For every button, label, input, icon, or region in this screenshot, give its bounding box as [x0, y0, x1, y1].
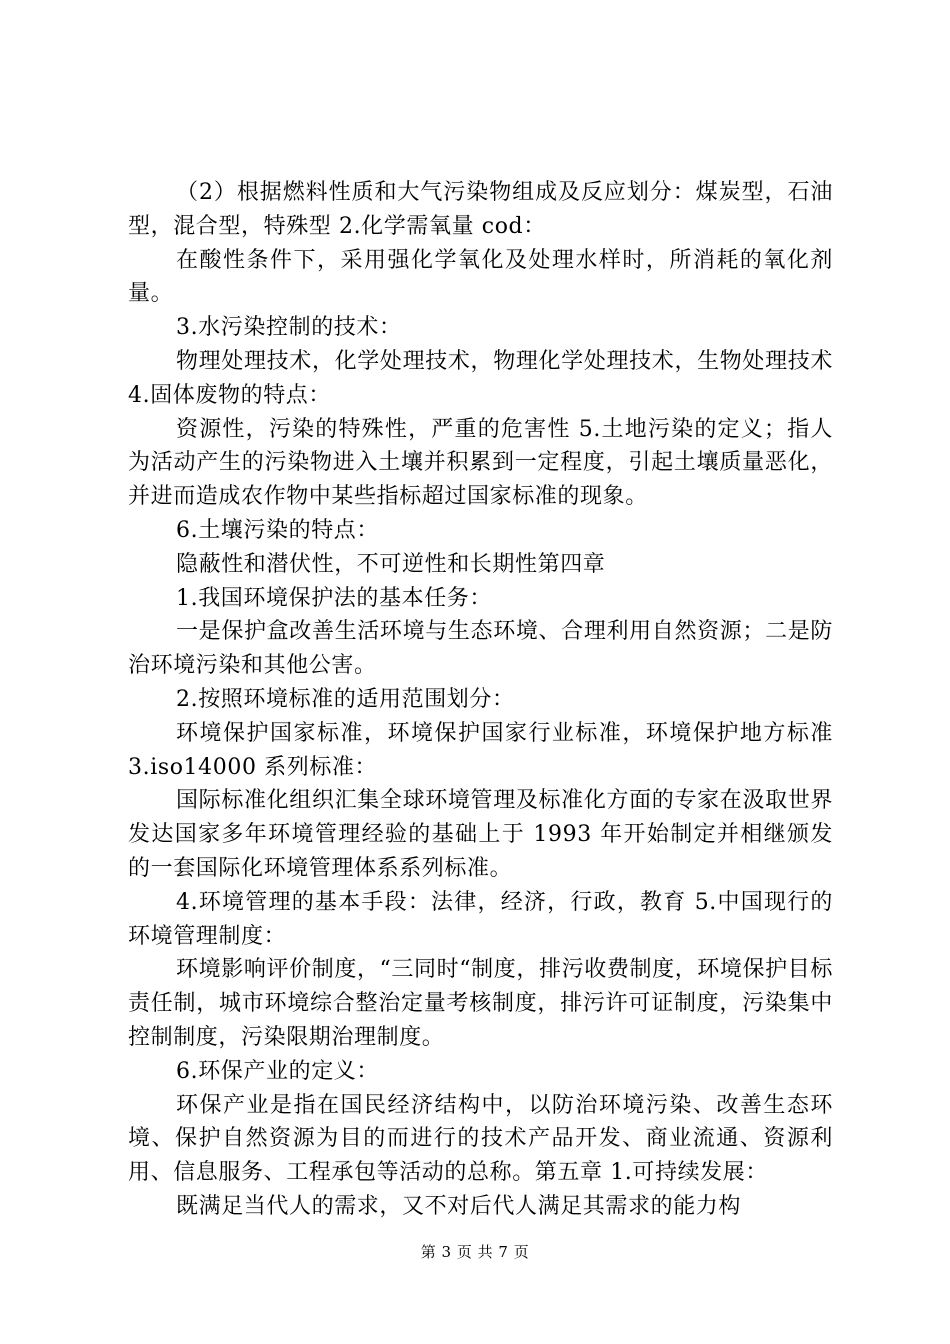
paragraph-5: 资源性，污染的特殊性，严重的危害性 5.土地污染的定义；指人为活动产生的污染物进入土壤并积累到一定程度，引起土壤质量恶化，并进而造成农作物中某些指标超过国家标准的现象。 — [128, 416, 833, 510]
paragraph-8: 1.我国环境保护法的基本任务： — [176, 585, 492, 611]
paragraph-7: 隐蔽性和潜伏性，不可逆性和长期性第四章 — [176, 551, 606, 577]
paragraph-16: 环保产业是指在国民经济结构中，以防治环境污染、改善生态环境、保护自然资源为目的而进行的技术产品开发、商业流通、资源利用、信息服务、工程承包等活动的总称。第五章 1.可持续发展： — [128, 1092, 833, 1186]
paragraph-6: 6.土壤污染的特点： — [176, 517, 379, 543]
paragraph-15: 6.环保产业的定义： — [176, 1058, 379, 1084]
paragraph-3: 3.水污染控制的技术： — [176, 315, 402, 341]
paragraph-11: 环境保护国家标准，环境保护国家行业标准，环境保护地方标准 3.iso14000 系列标准： — [128, 720, 833, 780]
paragraph-9: 一是保护盒改善生活环境与生态环境、合理利用自然资源；二是防治环境污染和其他公害。 — [128, 619, 833, 679]
paragraph-10: 2.按照环境标准的适用范围划分： — [176, 686, 515, 712]
paragraph-4: 物理处理技术，化学处理技术，物理化学处理技术，生物处理技术 4.固体废物的特点： — [128, 348, 833, 408]
paragraph-12: 国际标准化组织汇集全球环境管理及标准化方面的专家在汲取世界发达国家多年环境管理经验的基础上于 1993 年开始制定并相继颁发的一套国际化环境管理体系系列标准。 — [128, 788, 833, 881]
page-number-label: 第 3 页 共 7 页 — [420, 1243, 530, 1261]
page-footer — [0, 1242, 950, 1262]
paragraph-13: 4.环境管理的基本手段：法律，经济，行政，教育 5.中国现行的环境管理制度： — [128, 889, 833, 949]
paragraph-1: （2）根据燃料性质和大气污染物组成及反应划分：煤炭型，石油型，混合型，特殊型 2.化学需氧量 cod： — [128, 180, 833, 239]
paragraph-2: 在酸性条件下，采用强化学氧化及处理水样时，所消耗的氧化剂量。 — [128, 247, 833, 307]
document-body — [128, 176, 833, 1224]
paragraph-17: 既满足当代人的需求，又不对后代人满足其需求的能力构 — [176, 1193, 742, 1219]
paragraph-14: 环境影响评价制度，“三同时“制度，排污收费制度，环境保护目标责任制，城市环境综合整治定量考核制度，排污许可证制度，污染集中控制制度，污染限期治理制度。 — [128, 957, 833, 1050]
